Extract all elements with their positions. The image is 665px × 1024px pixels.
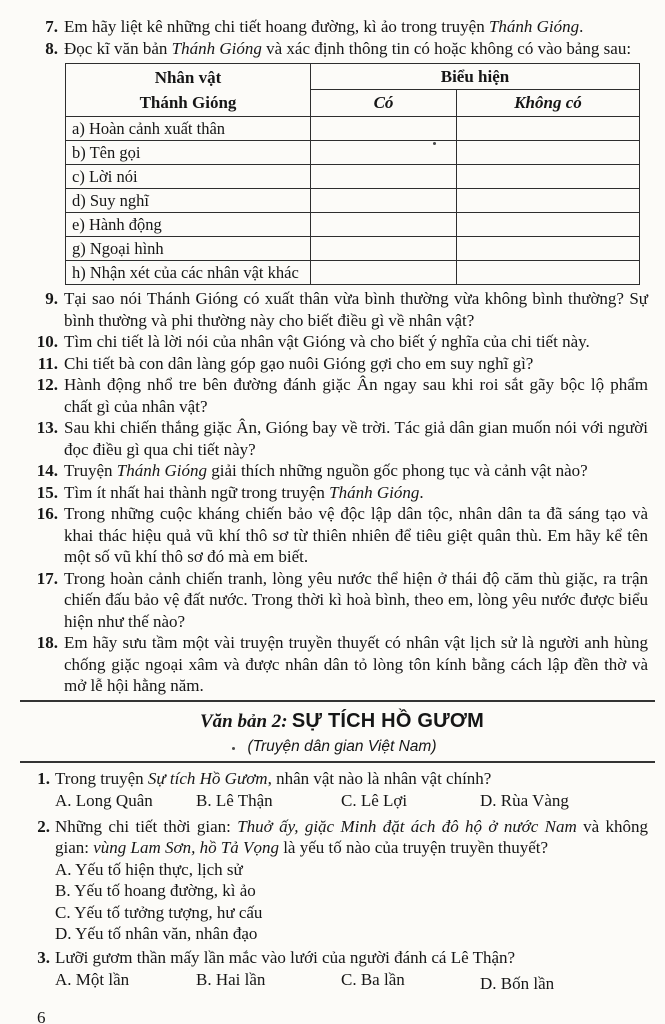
section-title: SỰ TÍCH HỒ GƯƠM xyxy=(291,709,485,732)
question-text: Truyện Thánh Gióng giải thích những nguồn gốc phong tục và cảnh vật nào? xyxy=(64,461,588,480)
yes-cell xyxy=(311,261,457,285)
question-1 xyxy=(36,768,648,790)
answer-options xyxy=(36,859,648,945)
table-row xyxy=(66,165,640,189)
option-c: C. Yếu tố tưởng tượng, hư cấu xyxy=(55,902,263,922)
row-label: a) Hoàn cảnh xuất thân xyxy=(66,117,311,141)
option-b: B. Hai lần xyxy=(196,970,266,989)
question-11 xyxy=(36,353,648,375)
no-cell xyxy=(457,261,640,285)
question-2 xyxy=(36,816,648,859)
row-label: c) Lời nói xyxy=(66,165,311,189)
question-17 xyxy=(36,568,648,633)
option-b: B. Lê Thận xyxy=(196,791,273,810)
answer-options xyxy=(36,790,648,812)
question-number: 14. xyxy=(36,461,58,480)
section-divider-top xyxy=(20,700,655,702)
question-3 xyxy=(36,947,648,969)
option-a: A. Một lần xyxy=(55,970,130,989)
question-number: 2. xyxy=(37,816,50,836)
no-cell xyxy=(457,141,640,165)
option-d: D. Rùa Vàng xyxy=(480,791,569,810)
page-number: 6 xyxy=(37,1007,46,1024)
section-subtitle: (Truyện dân gian Việt Nam) xyxy=(247,737,437,755)
question-number: 15. xyxy=(36,482,58,502)
option-a: A. Yếu tố hiện thực, lịch sử xyxy=(55,859,243,879)
scan-artifact-dot xyxy=(232,747,235,750)
question-14 xyxy=(36,460,648,482)
thanh-giong-observation-table xyxy=(65,63,640,285)
question-text: Tại sao nói Thánh Gióng có xuất thân vừa bình thường vừa không bình thường? Sự bình thường và phi thường này cho biết điều gì về nhân vật? xyxy=(64,289,648,330)
table-row xyxy=(66,237,640,261)
question-text: Hành động nhổ tre bên đường đánh giặc Ân ngay sau khi roi sắt gãy bộc lộ phẩm chất gì của nhân vật? xyxy=(64,375,648,416)
question-number: 8. xyxy=(45,38,58,58)
question-number: 16. xyxy=(36,504,58,523)
question-text: Trong hoàn cảnh chiến tranh, lòng yêu nước thể hiện ở thái độ căm thù giặc, ra trận chiến đấu bảo vệ đất nước. Trong thời kì hoà bình, theo em, lòng yêu nước được biểu hiện như thế nào? xyxy=(64,568,648,631)
question-number: 1. xyxy=(37,768,50,788)
yes-cell xyxy=(311,189,457,213)
no-cell xyxy=(457,189,640,213)
option-d: D. Bốn lần xyxy=(480,974,555,993)
question-text: Em hãy sưu tầm một vài truyện truyền thuyết có nhân vật lịch sử là người anh hùng chống giặc ngoại xâm và được nhân dân tỏ lòng tôn kính bằng cách lập đền thờ và mở lễ hội hằng năm. xyxy=(64,633,648,695)
question-number: 3. xyxy=(37,947,50,967)
no-cell xyxy=(457,213,640,237)
row-label: e) Hành động xyxy=(66,213,311,237)
question-number: 7. xyxy=(45,17,58,36)
question-15 xyxy=(36,482,648,504)
question-text: Trong truyện Sự tích Hồ Gươm, nhân vật nào là nhân vật chính? xyxy=(55,768,492,788)
section-divider-bottom xyxy=(20,761,655,763)
question-10 xyxy=(36,331,648,353)
option-a: A. Long Quân xyxy=(55,791,153,810)
scan-artifact-dot xyxy=(433,142,436,145)
answer-options xyxy=(36,969,648,991)
question-text: Lưỡi gươm thần mấy lần mắc vào lưới của người đánh cá Lê Thận? xyxy=(55,947,516,967)
section-2-questions xyxy=(36,768,648,991)
question-text: Trong những cuộc kháng chiến bảo vệ độc lập dân tộc, nhân dân ta đã sáng tạo và khai thác hiệu quả vũ khí thô sơ từ thiên nhiên để tiêu giệt quân thù. Em hãy kể tên một số vũ khí thô sơ đó mà em biết. xyxy=(64,504,648,566)
question-number: 11. xyxy=(37,353,58,373)
no-cell xyxy=(457,237,640,261)
row-label: d) Suy nghĩ xyxy=(66,189,311,213)
option-d: D. Yếu tố nhân văn, nhân đạo xyxy=(55,924,258,943)
table-header-character: Nhân vật Thánh Gióng xyxy=(66,64,311,117)
question-13 xyxy=(36,417,648,460)
table-header-expression: Biểu hiện xyxy=(311,64,640,90)
yes-cell xyxy=(311,237,457,261)
question-number: 10. xyxy=(36,332,58,351)
question-16 xyxy=(36,503,648,568)
option-b: B. Yếu tố hoang đường, kì ảo xyxy=(55,881,256,900)
row-label: b) Tên gọi xyxy=(66,141,311,165)
question-text: Tìm chi tiết là lời nói của nhân vật Gióng và cho biết ý nghĩa của chi tiết này. xyxy=(64,332,590,351)
question-9 xyxy=(36,288,648,331)
question-text: Những chi tiết thời gian: Thuở ấy, giặc Minh đặt ách đô hộ ở nước Nam và không gian: vùng Lam Sơn, hồ Tả Vọng là yếu tố nào của truyện truyền thuyết? xyxy=(55,816,649,857)
table-row xyxy=(66,117,640,141)
question-text: Chi tiết bà con dân làng góp gạo nuôi Gióng gợi cho em suy nghĩ gì? xyxy=(64,353,534,373)
row-label: h) Nhận xét của các nhân vật khác xyxy=(66,261,311,285)
question-text: Em hãy liệt kê những chi tiết hoang đường, kì ảo trong truyện Thánh Gióng. xyxy=(64,17,584,36)
yes-cell xyxy=(311,117,457,141)
question-18 xyxy=(36,632,648,697)
table-row xyxy=(66,213,640,237)
question-text: Tìm ít nhất hai thành ngữ trong truyện Thánh Gióng. xyxy=(64,482,424,502)
question-7 xyxy=(36,16,648,38)
table-row xyxy=(66,141,640,165)
row-label: g) Ngoại hình xyxy=(66,237,311,261)
option-c: C. Lê Lợi xyxy=(341,791,408,810)
question-number: 13. xyxy=(36,418,58,437)
question-text: Đọc kĩ văn bản Thánh Gióng và xác định thông tin có hoặc không có vào bảng sau: xyxy=(64,38,632,58)
question-text: Sau khi chiến thắng giặc Ân, Gióng bay về trời. Tác giả dân gian muốn nói với người đọc điều gì qua chi tiết này? xyxy=(64,418,648,459)
yes-cell xyxy=(311,165,457,189)
option-c: C. Ba lần xyxy=(341,970,405,989)
table-header-yes: Có xyxy=(311,90,457,117)
question-number: 18. xyxy=(36,633,58,652)
yes-cell xyxy=(311,213,457,237)
no-cell xyxy=(457,165,640,189)
table-header-no: Không có xyxy=(457,90,640,117)
question-number: 17. xyxy=(36,568,58,588)
no-cell xyxy=(457,117,640,141)
table-row xyxy=(66,189,640,213)
question-number: 9. xyxy=(45,289,58,308)
section-heading xyxy=(36,708,648,735)
question-8 xyxy=(36,38,648,60)
question-12 xyxy=(36,374,648,417)
section-label: Văn bản 2: xyxy=(199,710,288,732)
question-number: 12. xyxy=(36,375,58,394)
table-row xyxy=(66,261,640,285)
